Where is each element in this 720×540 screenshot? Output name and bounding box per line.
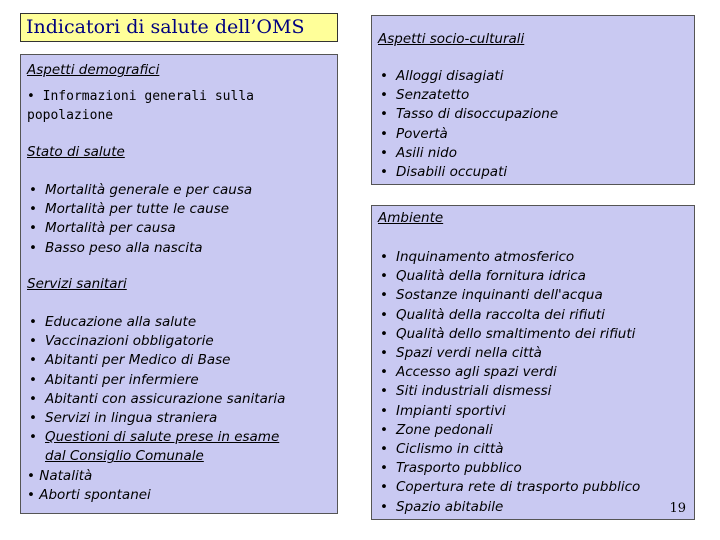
section-heading: Aspetti socio-culturali — [378, 31, 525, 47]
ambiente-list — [378, 248, 640, 517]
list-item: • Qualità della fornitura idrica — [378, 267, 640, 286]
ambiente-panel — [371, 205, 695, 520]
list-item: • Educazione alla salute — [27, 313, 285, 332]
list-item: • Mortalità per causa — [27, 219, 252, 238]
text-line: • Informazioni generali sulla — [27, 89, 254, 104]
list-item: • Povertà — [378, 125, 558, 144]
list-item: • Qualità della raccolta dei rifiuti — [378, 306, 640, 325]
section-heading: Aspetti demografici — [27, 62, 160, 78]
salute-list — [27, 181, 252, 258]
list-item: • Spazio abitabile — [378, 498, 640, 517]
list-item: • Accesso agli spazi verdi — [378, 363, 640, 382]
socio-panel — [371, 15, 695, 185]
list-item — [27, 428, 285, 466]
list-item: • Servizi in lingua straniera — [27, 409, 285, 428]
page-title: Indicatori di salute dell’OMS — [20, 13, 338, 42]
section-heading: Stato di salute — [27, 144, 125, 160]
left-panel — [20, 54, 338, 514]
list-item: • Tasso di disoccupazione — [378, 105, 558, 124]
list-item-line: Questioni di salute prese in esame — [45, 429, 280, 446]
socio-list — [378, 67, 558, 182]
list-item: • Asili nido — [378, 144, 558, 163]
section-socio — [378, 30, 524, 49]
demografici-text — [27, 88, 254, 125]
list-item: • Vaccinazioni obbligatorie — [27, 332, 285, 351]
list-item: • Alloggi disagiati — [378, 67, 558, 86]
list-item: • Mortalità generale e per causa — [27, 181, 252, 200]
section-servizi — [27, 275, 127, 294]
list-item-line: dal Consiglio Comunale — [45, 448, 204, 465]
list-item: • Senzatetto — [378, 86, 558, 105]
list-item: • Ciclismo in città — [378, 440, 640, 459]
list-item: • Qualità dello smaltimento dei rifiuti — [378, 325, 640, 344]
list-item: • Zone pedonali — [378, 421, 640, 440]
list-item: • Impianti sportivi — [378, 402, 640, 421]
text-line: popolazione — [27, 107, 114, 123]
list-item: • Abitanti per infermiere — [27, 371, 285, 390]
page-number: 19 — [669, 501, 686, 516]
list-item: • Sostanze inquinanti dell'acqua — [378, 286, 640, 305]
list-item: • Inquinamento atmosferico — [378, 248, 640, 267]
section-demografici — [27, 61, 159, 80]
section-heading: Servizi sanitari — [27, 276, 127, 292]
extra-item: • Natalità — [27, 467, 93, 484]
list-item: • Abitanti con assicurazione sanitaria — [27, 390, 285, 409]
list-item: • Siti industriali dismessi — [378, 382, 640, 401]
list-item: • Basso peso alla nascita — [27, 239, 252, 258]
extra-item: • Aborti spontanei — [27, 486, 151, 503]
list-item: • Abitanti per Medico di Base — [27, 351, 285, 370]
servizi-list — [27, 313, 285, 505]
list-item: • Trasporto pubblico — [378, 459, 640, 478]
list-item: • Copertura rete di trasporto pubblico — [378, 478, 640, 497]
section-salute — [27, 143, 125, 162]
list-item: • Mortalità per tutte le cause — [27, 200, 252, 219]
section-heading: Ambiente — [378, 210, 444, 226]
list-item: • Spazi verdi nella città — [378, 344, 640, 363]
section-ambiente — [378, 209, 443, 228]
list-item: • Disabili occupati — [378, 163, 558, 182]
